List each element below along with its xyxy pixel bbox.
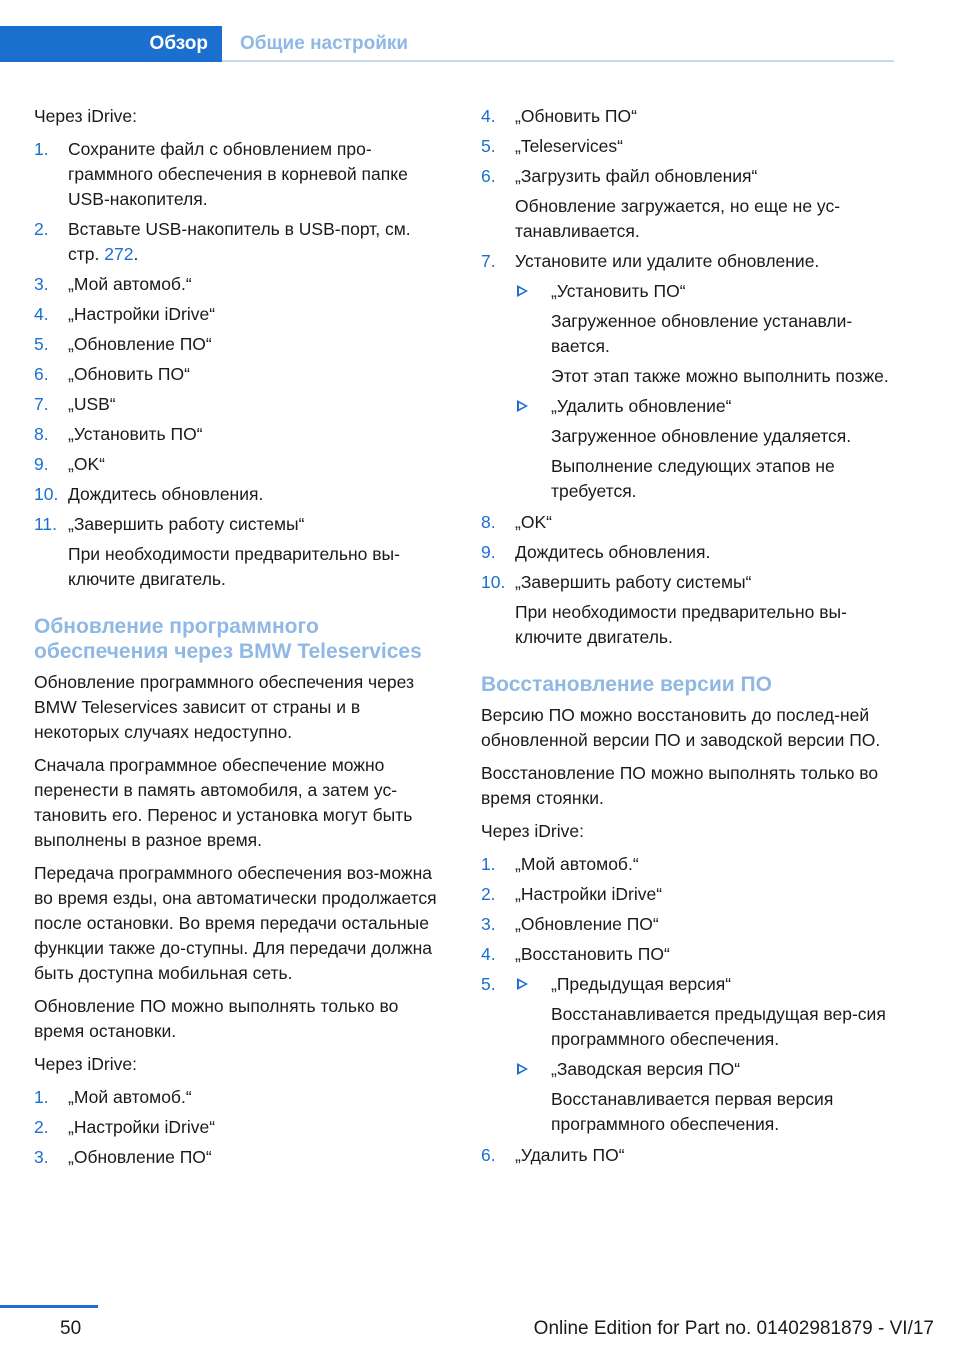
step-text: „Завершить работу системы“ xyxy=(515,572,752,592)
step-number: 8. xyxy=(481,512,496,532)
list-item xyxy=(34,1145,444,1170)
bullet-note: Загруженное обновление удаляется. xyxy=(551,426,852,446)
step-text: „Настройки iDrive“ xyxy=(68,1117,216,1137)
step-text: Дождитесь обновления. xyxy=(68,484,264,504)
list-item xyxy=(481,164,893,244)
step-number: 4. xyxy=(481,106,496,126)
triangle-bullet-icon xyxy=(517,978,528,990)
step-text: Дождитесь обновления. xyxy=(515,542,711,562)
header-bar xyxy=(0,26,894,62)
step-number: 4. xyxy=(481,944,496,964)
bullet-item xyxy=(515,394,893,504)
section-heading-teleservices: Обновление программного обеспечения через BMW Teleservices xyxy=(34,615,422,663)
paragraph: Передача программного обеспечения воз-можна во время езды, она автоматически продолжается после остановки. Во время передачи остальные функции также до-ступны. Для передачи должна быть доступна мобильная сеть. xyxy=(34,863,437,983)
step-text: „Восстановить ПО“ xyxy=(515,944,670,964)
step-text-tail: . xyxy=(133,244,139,264)
step-number: 2. xyxy=(34,1117,49,1137)
usb-steps-list xyxy=(34,137,444,592)
paragraph: Восстановление ПО можно выполнять только во время стоянки. xyxy=(481,763,879,808)
teleservices-steps-continued xyxy=(481,104,893,650)
step-number: 2. xyxy=(34,219,49,239)
bullet-note: Этот этап также можно выполнить позже. xyxy=(551,366,889,386)
bullet-text: „Удалить обновление“ xyxy=(551,396,732,416)
step-text: „Завершить работу системы“ xyxy=(68,514,305,534)
step-number: 9. xyxy=(34,454,49,474)
list-item xyxy=(34,512,444,592)
footer-accent-line xyxy=(0,1305,98,1308)
list-item xyxy=(34,422,444,447)
bullet-note: Восстанавливается предыдущая вер-сия программного обеспечения. xyxy=(551,1004,886,1049)
list-item xyxy=(481,1143,893,1168)
paragraph: Обновление программного обеспечения через BMW Teleservices зависит от страны и в некоторых случаях недоступно. xyxy=(34,672,415,742)
step-number: 7. xyxy=(34,394,49,414)
step-text: „Мой автомоб.“ xyxy=(68,274,192,294)
intro-text: Через iDrive: xyxy=(481,821,584,841)
bullet-note: Загруженное обновление устанавли-вается. xyxy=(551,311,853,356)
install-options xyxy=(515,279,893,504)
step-number: 5. xyxy=(34,334,49,354)
step-note: Обновление загружается, но еще не ус-танавливается. xyxy=(515,196,841,241)
step-text: Вставьте USB-накопитель в USB-порт, см. стр. xyxy=(68,219,411,264)
step-text: „Настройки iDrive“ xyxy=(515,884,663,904)
tab-overview[interactable]: Обзор xyxy=(0,26,222,62)
tab-general-settings[interactable]: Общие настройки xyxy=(240,33,409,54)
right-column xyxy=(481,104,893,1182)
paragraph: Обновление ПО можно выполнять только во время остановки. xyxy=(34,996,399,1041)
list-item xyxy=(481,912,893,937)
step-number: 5. xyxy=(481,974,496,994)
step-number: 3. xyxy=(481,914,496,934)
step-text: „Teleservices“ xyxy=(515,136,623,156)
list-item xyxy=(34,217,444,267)
bullet-note: Выполнение следующих этапов не требуется. xyxy=(551,456,835,501)
list-item xyxy=(34,482,444,507)
bullet-item xyxy=(515,1057,893,1137)
step-text: „Установить ПО“ xyxy=(68,424,203,444)
triangle-bullet-icon xyxy=(517,1063,528,1075)
list-item xyxy=(481,972,893,1137)
triangle-bullet-icon xyxy=(517,400,528,412)
list-item xyxy=(34,1085,444,1110)
step-text: „USB“ xyxy=(68,394,116,414)
list-item xyxy=(481,104,893,129)
restore-steps-list xyxy=(481,852,893,1168)
step-text: Установите или удалите обновление. xyxy=(515,251,820,271)
step-text: „Обновить ПО“ xyxy=(515,106,637,126)
step-number: 2. xyxy=(481,884,496,904)
step-text: „Обновление ПО“ xyxy=(68,334,212,354)
list-item xyxy=(34,452,444,477)
section-heading-restore: Восстановление версии ПО xyxy=(481,673,772,696)
step-text: „OK“ xyxy=(515,512,552,532)
list-item xyxy=(34,272,444,297)
intro-text: Через iDrive: xyxy=(34,1054,137,1074)
list-item xyxy=(34,392,444,417)
step-text: „Обновить ПО“ xyxy=(68,364,190,384)
step-number: 6. xyxy=(481,1145,496,1165)
step-number: 11. xyxy=(34,514,58,534)
step-number: 9. xyxy=(481,542,496,562)
paragraph: Версию ПО можно восстановить до послед-ней обновленной версии ПО и заводской версии ПО. xyxy=(481,705,881,750)
step-number: 1. xyxy=(34,139,49,159)
edition-note: Online Edition for Part no. 01402981879 - VI/17 xyxy=(533,1318,934,1339)
step-text: „Обновление ПО“ xyxy=(68,1147,212,1167)
left-column xyxy=(34,104,444,1184)
step-note: При необходимости предварительно вы-ключите двигатель. xyxy=(515,602,847,647)
list-item xyxy=(481,540,893,565)
list-item xyxy=(481,570,893,650)
step-number: 5. xyxy=(481,136,496,156)
triangle-bullet-icon xyxy=(517,285,528,297)
bullet-text: „Заводская версия ПО“ xyxy=(551,1059,741,1079)
bullet-text: „Предыдущая версия“ xyxy=(551,974,732,994)
step-text: „Удалить ПО“ xyxy=(515,1145,625,1165)
list-item xyxy=(481,249,893,504)
step-number: 3. xyxy=(34,274,49,294)
bullet-item xyxy=(515,972,893,1052)
step-text: „Мой автомоб.“ xyxy=(515,854,639,874)
step-number: 10. xyxy=(34,484,59,504)
step-number: 8. xyxy=(34,424,49,444)
list-item xyxy=(481,510,893,535)
step-text: „Настройки iDrive“ xyxy=(68,304,216,324)
list-item xyxy=(34,137,444,212)
teleservices-steps-list xyxy=(34,1085,444,1170)
step-number: 6. xyxy=(481,166,496,186)
step-number: 1. xyxy=(481,854,496,874)
step-number: 3. xyxy=(34,1147,49,1167)
bullet-text: „Установить ПО“ xyxy=(551,281,686,301)
list-item xyxy=(34,1115,444,1140)
step-number: 6. xyxy=(34,364,49,384)
step-text: „Обновление ПО“ xyxy=(515,914,659,934)
step-number: 1. xyxy=(34,1087,49,1107)
header-divider xyxy=(222,60,894,62)
step-text: „Мой автомоб.“ xyxy=(68,1087,192,1107)
step-number: 4. xyxy=(34,304,49,324)
page-number: 50 xyxy=(60,1318,82,1339)
page-link[interactable]: 272 xyxy=(104,244,134,264)
list-item xyxy=(481,942,893,967)
list-item xyxy=(481,134,893,159)
bullet-note: Восстанавливается первая версия программного обеспечения. xyxy=(551,1089,834,1134)
list-item xyxy=(34,302,444,327)
step-text: Сохраните файл с обновлением про-граммного обеспечения в корневой папке USB-накопителя. xyxy=(68,139,408,209)
step-number: 7. xyxy=(481,251,496,271)
step-text: „Загрузить файл обновления“ xyxy=(515,166,758,186)
bullet-item xyxy=(515,279,893,389)
paragraph: Сначала программное обеспечение можно перенести в память автомобиля, а затем ус-тановить его. Перенос и установка могут быть выполнены в разное время. xyxy=(34,755,413,850)
list-item xyxy=(481,852,893,877)
intro-text: Через iDrive: xyxy=(34,106,137,126)
step-text: „OK“ xyxy=(68,454,105,474)
restore-options xyxy=(515,972,893,1137)
list-item xyxy=(481,882,893,907)
step-number: 10. xyxy=(481,572,506,592)
list-item xyxy=(34,332,444,357)
list-item xyxy=(34,362,444,387)
step-note: При необходимости предварительно вы-ключите двигатель. xyxy=(68,544,400,589)
